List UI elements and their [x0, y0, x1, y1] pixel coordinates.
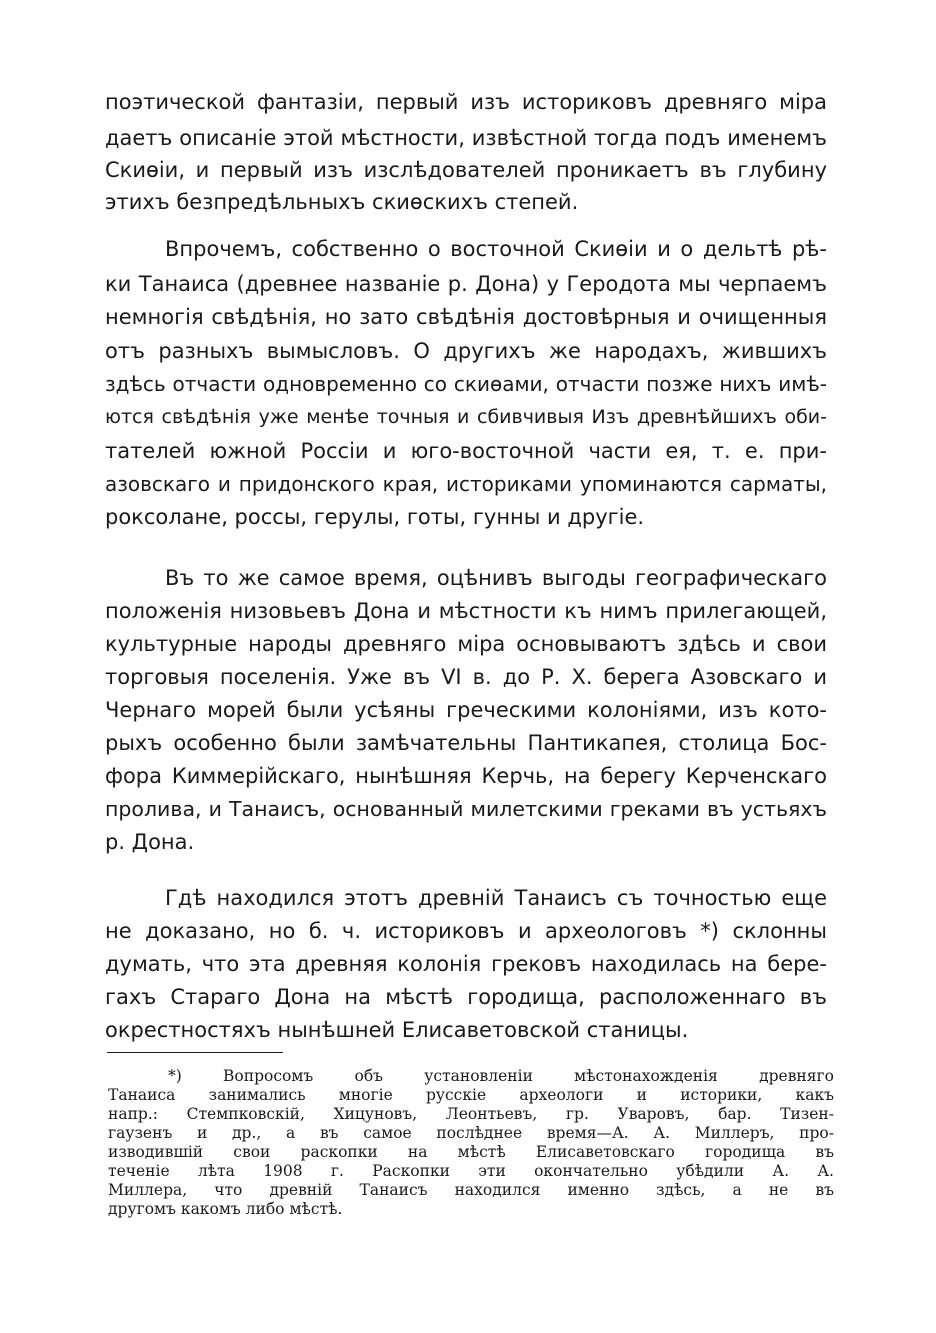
text-line: культурные народы древняго міра основываютъ здѣсь и свои: [105, 632, 827, 656]
text-line: отъ разныхъ вымысловъ. О другихъ же народахъ, жившихъ: [105, 339, 827, 363]
text-line: ются свѣдѣнія уже менѣе точныя и сбивчивыя Изъ древнѣйшихъ оби-: [105, 406, 827, 428]
footnote-line: Миллера, что древній Танаисъ находился именно здѣсь, а не въ: [108, 1181, 834, 1199]
text-line: здѣсь отчасти одновременно со скиѳами, отчасти позже нихъ имѣ-: [105, 372, 827, 396]
footnote-line: изводившій свои раскопки на мѣстѣ Елисаветовскаго городища въ: [108, 1143, 834, 1161]
text-line: Чернаго морей были усѣяны греческими колоніями, изъ кото-: [105, 698, 827, 722]
footnote-line: напр.: Стемпковскій, Хицуновъ, Леонтьевъ, гр. Уваровъ, бар. Тизен-: [108, 1105, 834, 1123]
text-line: Въ то же самое время, оцѣнивъ выгоды географическаго: [165, 566, 827, 590]
text-line: положенія низовьевъ Дона и мѣстности къ нимъ прилегающей,: [105, 599, 827, 623]
footnote-line: гаузенъ и др., а въ самое послѣднее время—А. А. Миллеръ, про-: [108, 1124, 834, 1142]
text-line: рыхъ особенно были замѣчательны Пантикапея, столица Бос-: [105, 731, 827, 755]
text-line: этихъ безпредѣльныхъ скиѳскихъ степей.: [105, 190, 579, 214]
text-line: думать, что эта древняя колонія грековъ находилась на бере-: [105, 952, 827, 976]
text-line: окрестностяхъ нынѣшней Елисаветовской станицы.: [105, 1018, 689, 1042]
footnote-line: Танаиса занимались многіе русскіе археологи и историки, какъ: [108, 1086, 834, 1104]
text-line: роксолане, россы, герулы, готы, гунны и другіе.: [105, 505, 645, 529]
text-line: не доказано, но б. ч. историковъ и археологовъ *) склонны: [105, 919, 827, 943]
text-line: р. Дона.: [105, 830, 195, 854]
text-line: Впрочемъ, собственно о восточной Скиѳіи и о дельтѣ рѣ-: [165, 237, 827, 261]
text-line: Скиѳіи, и первый изъ изслѣдователей проникаетъ въ глубину: [105, 158, 827, 182]
footnote-divider: [107, 1052, 283, 1053]
text-line: поэтической фантазіи, первый изъ историковъ древняго міра: [105, 90, 827, 114]
footnote-line: *) Вопросомъ объ установленіи мѣстонахожденія древняго: [168, 1067, 834, 1085]
footnote-line: теченіе лѣта 1908 г. Раскопки эти окончательно убѣдили А. А.: [108, 1162, 834, 1180]
text-line: немногія свѣдѣнія, но зато свѣдѣнія достовѣрныя и очищенныя: [105, 305, 827, 329]
text-line: пролива, и Танаисъ, основанный милетскими греками въ устьяхъ: [105, 797, 827, 821]
text-line: гахъ Стараго Дона на мѣстѣ городища, расположеннаго въ: [105, 985, 827, 1009]
text-line: Гдѣ находился этотъ древній Танаисъ съ точностью еще: [165, 886, 827, 910]
text-line: тателей южной Россіи и юго-восточной части ея, т. е. при-: [105, 439, 827, 463]
text-line: фора Киммерійскаго, нынѣшняя Керчь, на берегу Керченскаго: [105, 764, 827, 788]
footnote-line: другомъ какомъ либо мѣстѣ.: [108, 1200, 343, 1218]
text-line: ки Танаиса (древнее названіе р. Дона) у Геродота мы черпаемъ: [105, 272, 827, 296]
text-line: даетъ описаніе этой мѣстности, извѣстной тогда подъ именемъ: [105, 126, 827, 150]
text-line: торговыя поселенія. Уже въ VI в. до Р. Х. берега Азовскаго и: [105, 665, 827, 689]
text-line: азовскаго и придонского края, историками упоминаются сарматы,: [105, 472, 827, 496]
